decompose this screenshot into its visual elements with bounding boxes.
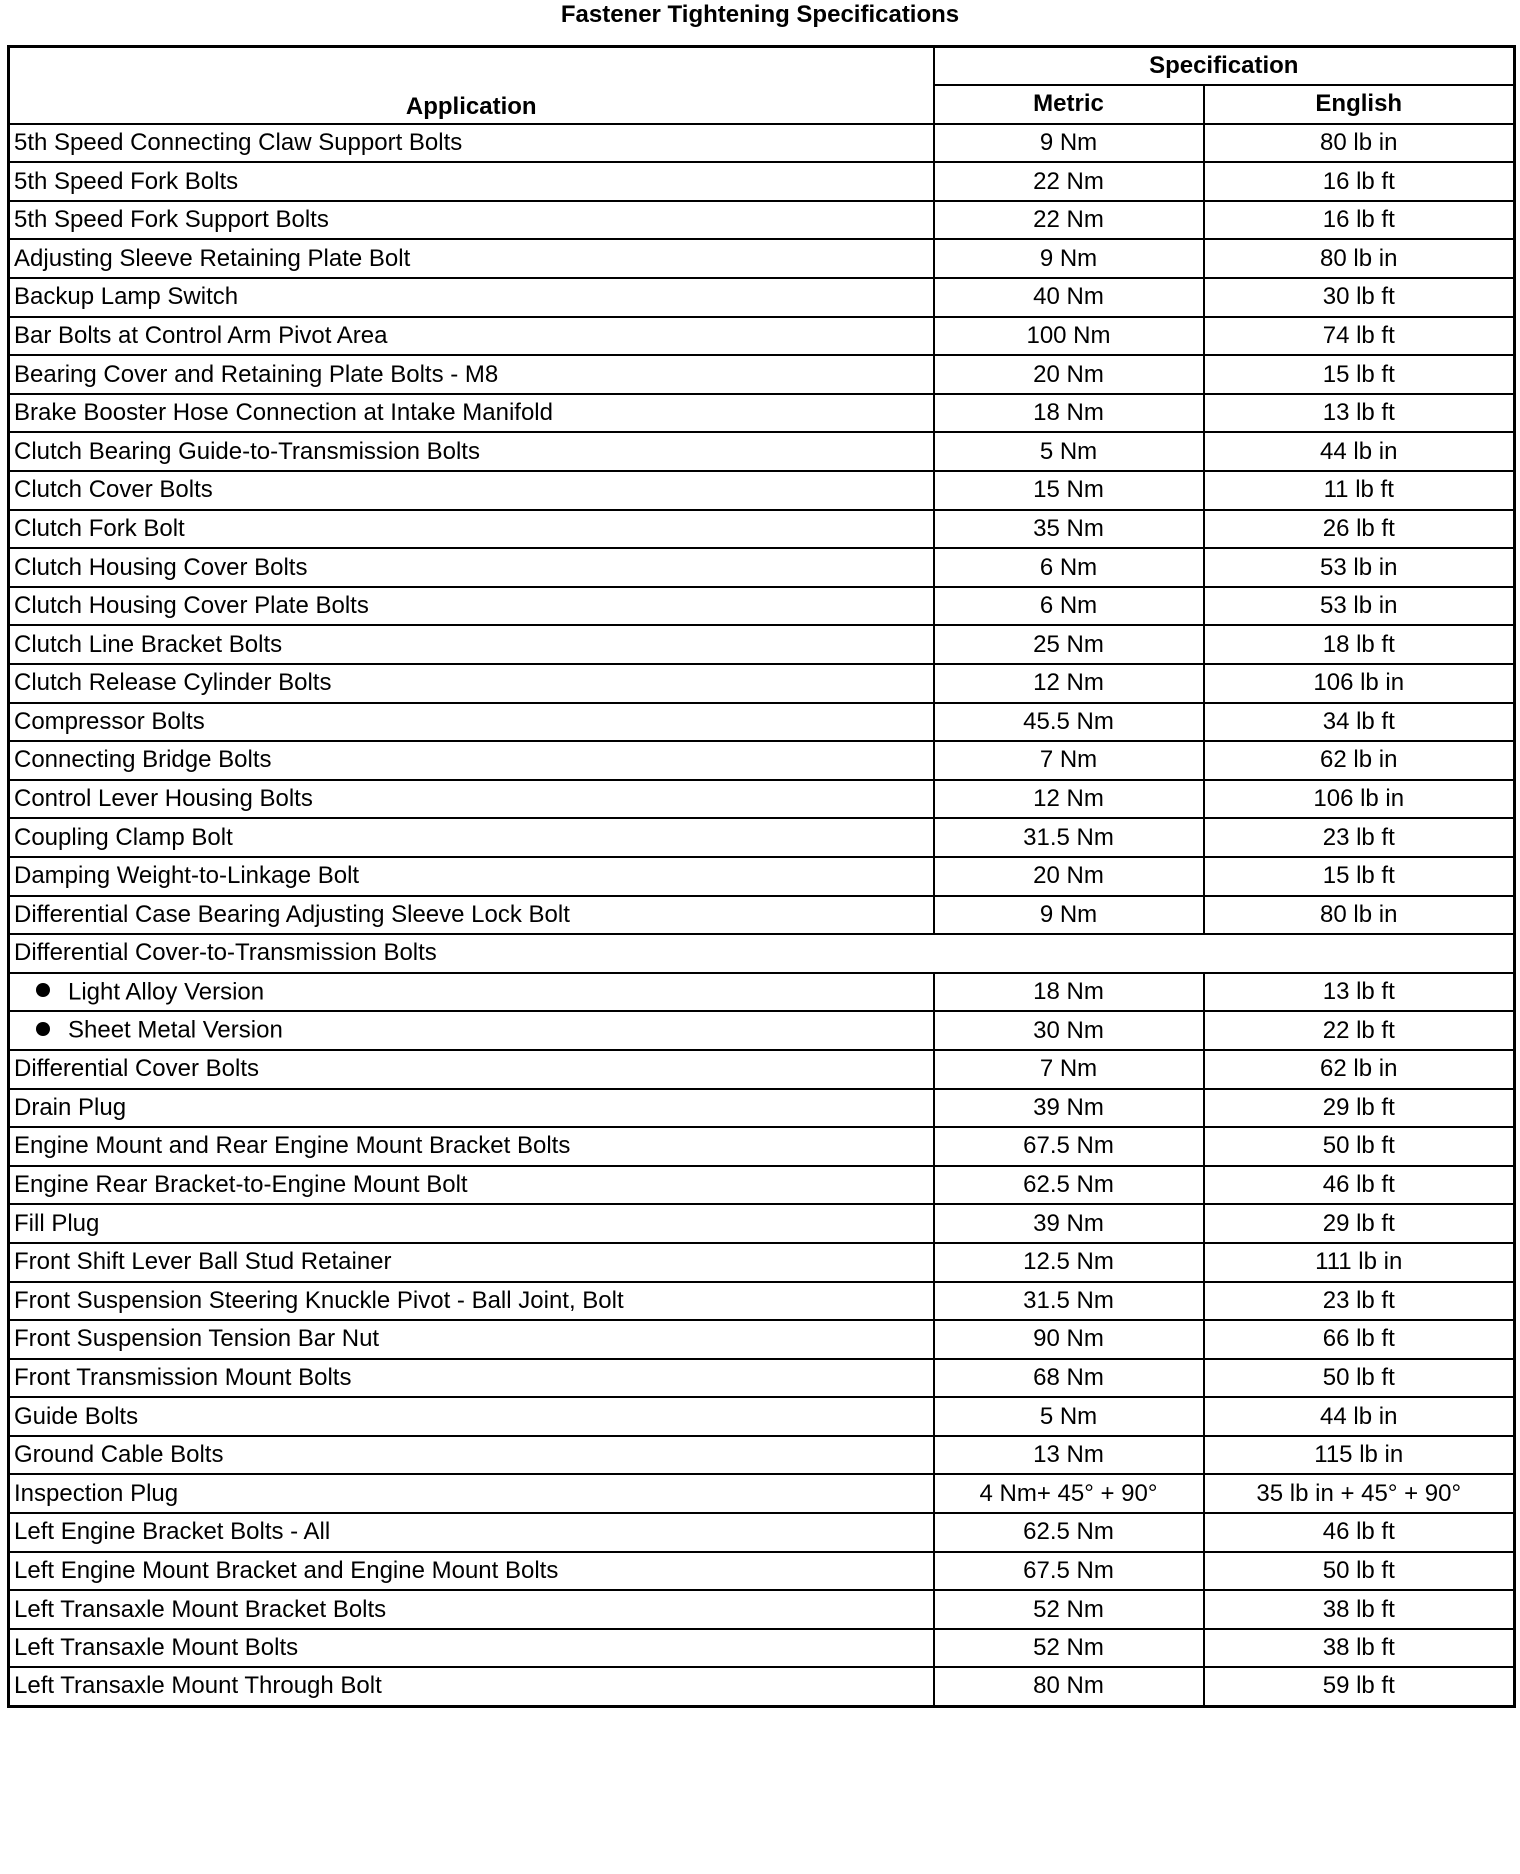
bullet-icon — [36, 1022, 50, 1036]
application-cell: Differential Cover Bolts — [9, 1050, 934, 1089]
table-row — [9, 1474, 1515, 1513]
application-cell: Drain Plug — [9, 1089, 934, 1128]
english-cell: 34 lb ft — [1204, 703, 1515, 742]
table-row — [9, 548, 1515, 587]
metric-cell: 15 Nm — [934, 471, 1204, 510]
english-cell: 26 lb ft — [1204, 510, 1515, 549]
metric-cell: 68 Nm — [934, 1359, 1204, 1398]
english-cell: 46 lb ft — [1204, 1513, 1515, 1552]
table-row — [9, 818, 1515, 857]
application-cell: Engine Mount and Rear Engine Mount Bracket Bolts — [9, 1127, 934, 1166]
english-cell: 16 lb ft — [1204, 162, 1515, 201]
application-cell: 5th Speed Fork Bolts — [9, 162, 934, 201]
application-cell: Engine Rear Bracket-to-Engine Mount Bolt — [9, 1166, 934, 1205]
application-label: Sheet Metal Version — [68, 1016, 283, 1044]
table-row — [9, 162, 1515, 201]
table-row — [9, 857, 1515, 896]
application-cell: Backup Lamp Switch — [9, 278, 934, 317]
application-cell: Compressor Bolts — [9, 703, 934, 742]
application-cell: Connecting Bridge Bolts — [9, 741, 934, 780]
english-cell: 18 lb ft — [1204, 625, 1515, 664]
english-cell: 50 lb ft — [1204, 1552, 1515, 1591]
english-cell: 50 lb ft — [1204, 1359, 1515, 1398]
metric-cell: 9 Nm — [934, 896, 1204, 935]
table-row — [9, 432, 1515, 471]
application-cell: Control Lever Housing Bolts — [9, 780, 934, 819]
english-cell: 38 lb ft — [1204, 1590, 1515, 1629]
table-row — [9, 1011, 1515, 1050]
metric-cell: 31.5 Nm — [934, 818, 1204, 857]
application-cell: 5th Speed Connecting Claw Support Bolts — [9, 124, 934, 163]
metric-cell: 4 Nm+ 45° + 90° — [934, 1474, 1204, 1513]
application-cell: Clutch Fork Bolt — [9, 510, 934, 549]
english-cell: 13 lb ft — [1204, 394, 1515, 433]
table-row — [9, 201, 1515, 240]
metric-cell: 39 Nm — [934, 1204, 1204, 1243]
english-cell: 16 lb ft — [1204, 201, 1515, 240]
metric-cell: 31.5 Nm — [934, 1282, 1204, 1321]
table-row — [9, 124, 1515, 163]
english-cell: 80 lb in — [1204, 124, 1515, 163]
table-row — [9, 1166, 1515, 1205]
application-cell — [9, 973, 934, 1012]
table-row — [9, 1282, 1515, 1321]
application-cell: Clutch Bearing Guide-to-Transmission Bolts — [9, 432, 934, 471]
table-row — [9, 896, 1515, 935]
metric-cell: 40 Nm — [934, 278, 1204, 317]
group-label: Differential Cover-to-Transmission Bolts — [9, 934, 1515, 973]
english-header: English — [1204, 85, 1515, 124]
application-cell: Front Suspension Tension Bar Nut — [9, 1320, 934, 1359]
application-cell: Front Transmission Mount Bolts — [9, 1359, 934, 1398]
metric-cell: 5 Nm — [934, 432, 1204, 471]
table-row — [9, 1204, 1515, 1243]
application-cell: Coupling Clamp Bolt — [9, 818, 934, 857]
english-cell: 30 lb ft — [1204, 278, 1515, 317]
metric-cell: 67.5 Nm — [934, 1127, 1204, 1166]
metric-cell: 80 Nm — [934, 1667, 1204, 1706]
english-cell: 80 lb in — [1204, 239, 1515, 278]
application-cell: Front Shift Lever Ball Stud Retainer — [9, 1243, 934, 1282]
english-cell: 111 lb in — [1204, 1243, 1515, 1282]
specification-header: Specification — [934, 47, 1515, 86]
metric-cell: 52 Nm — [934, 1629, 1204, 1668]
table-row — [9, 1552, 1515, 1591]
table-row — [9, 780, 1515, 819]
table-row — [9, 973, 1515, 1012]
application-cell: Left Transaxle Mount Through Bolt — [9, 1667, 934, 1706]
table-row — [9, 1320, 1515, 1359]
table-row — [9, 664, 1515, 703]
table-row — [9, 703, 1515, 742]
english-cell: 15 lb ft — [1204, 857, 1515, 896]
metric-cell: 7 Nm — [934, 1050, 1204, 1089]
metric-cell: 62.5 Nm — [934, 1166, 1204, 1205]
metric-cell: 100 Nm — [934, 317, 1204, 356]
table-row — [9, 1243, 1515, 1282]
metric-cell: 62.5 Nm — [934, 1513, 1204, 1552]
english-cell: 115 lb in — [1204, 1436, 1515, 1475]
metric-cell: 9 Nm — [934, 124, 1204, 163]
english-cell: 53 lb in — [1204, 548, 1515, 587]
table-row — [9, 1359, 1515, 1398]
application-cell: Front Suspension Steering Knuckle Pivot - Ball Joint, Bolt — [9, 1282, 934, 1321]
english-cell: 29 lb ft — [1204, 1204, 1515, 1243]
english-cell: 50 lb ft — [1204, 1127, 1515, 1166]
english-cell: 23 lb ft — [1204, 1282, 1515, 1321]
metric-cell: 5 Nm — [934, 1397, 1204, 1436]
english-cell: 46 lb ft — [1204, 1166, 1515, 1205]
english-cell: 80 lb in — [1204, 896, 1515, 935]
table-row — [9, 239, 1515, 278]
english-cell: 62 lb in — [1204, 1050, 1515, 1089]
english-cell: 22 lb ft — [1204, 1011, 1515, 1050]
application-cell: Clutch Release Cylinder Bolts — [9, 664, 934, 703]
table-body — [9, 124, 1515, 1706]
english-cell: 62 lb in — [1204, 741, 1515, 780]
application-cell: Clutch Housing Cover Plate Bolts — [9, 587, 934, 626]
application-cell: Fill Plug — [9, 1204, 934, 1243]
metric-cell: 90 Nm — [934, 1320, 1204, 1359]
metric-cell: 22 Nm — [934, 162, 1204, 201]
page-title: Fastener Tightening Specifications — [560, 1, 960, 28]
application-cell: Damping Weight-to-Linkage Bolt — [9, 857, 934, 896]
metric-cell: 18 Nm — [934, 394, 1204, 433]
application-cell: Brake Booster Hose Connection at Intake Manifold — [9, 394, 934, 433]
english-cell: 35 lb in + 45° + 90° — [1204, 1474, 1515, 1513]
application-cell: Differential Case Bearing Adjusting Sleeve Lock Bolt — [9, 896, 934, 935]
metric-cell: 52 Nm — [934, 1590, 1204, 1629]
english-cell: 53 lb in — [1204, 587, 1515, 626]
table-row — [9, 317, 1515, 356]
english-cell: 59 lb ft — [1204, 1667, 1515, 1706]
application-cell: Ground Cable Bolts — [9, 1436, 934, 1475]
application-header: Application — [9, 47, 934, 124]
metric-cell: 20 Nm — [934, 857, 1204, 896]
application-cell — [9, 1011, 934, 1050]
metric-cell: 12 Nm — [934, 780, 1204, 819]
metric-cell: 18 Nm — [934, 973, 1204, 1012]
application-cell: Left Transaxle Mount Bracket Bolts — [9, 1590, 934, 1629]
english-cell: 106 lb in — [1204, 664, 1515, 703]
table-row — [9, 1397, 1515, 1436]
table-row — [9, 1590, 1515, 1629]
english-cell: 15 lb ft — [1204, 355, 1515, 394]
metric-cell: 35 Nm — [934, 510, 1204, 549]
english-cell: 74 lb ft — [1204, 317, 1515, 356]
table-row — [9, 1436, 1515, 1475]
fastener-spec-table — [7, 45, 1516, 1708]
metric-cell: 67.5 Nm — [934, 1552, 1204, 1591]
application-cell: Bearing Cover and Retaining Plate Bolts - M8 — [9, 355, 934, 394]
metric-cell: 39 Nm — [934, 1089, 1204, 1128]
table-row — [9, 625, 1515, 664]
english-cell: 23 lb ft — [1204, 818, 1515, 857]
application-cell: Bar Bolts at Control Arm Pivot Area — [9, 317, 934, 356]
metric-cell: 45.5 Nm — [934, 703, 1204, 742]
table-row — [9, 1629, 1515, 1668]
table-row — [9, 934, 1515, 973]
metric-cell: 30 Nm — [934, 1011, 1204, 1050]
metric-cell: 9 Nm — [934, 239, 1204, 278]
metric-cell: 6 Nm — [934, 587, 1204, 626]
table-row — [9, 587, 1515, 626]
table-row — [9, 1667, 1515, 1706]
table-row — [9, 471, 1515, 510]
application-cell: Adjusting Sleeve Retaining Plate Bolt — [9, 239, 934, 278]
metric-cell: 7 Nm — [934, 741, 1204, 780]
table-row — [9, 1513, 1515, 1552]
metric-cell: 6 Nm — [934, 548, 1204, 587]
table-row — [9, 355, 1515, 394]
metric-cell: 13 Nm — [934, 1436, 1204, 1475]
application-cell: Clutch Line Bracket Bolts — [9, 625, 934, 664]
english-cell: 29 lb ft — [1204, 1089, 1515, 1128]
application-cell: 5th Speed Fork Support Bolts — [9, 201, 934, 240]
application-cell: Inspection Plug — [9, 1474, 934, 1513]
application-cell: Left Engine Mount Bracket and Engine Mount Bolts — [9, 1552, 934, 1591]
application-cell: Clutch Cover Bolts — [9, 471, 934, 510]
table-row — [9, 278, 1515, 317]
metric-cell: 25 Nm — [934, 625, 1204, 664]
table-row — [9, 510, 1515, 549]
english-cell: 66 lb ft — [1204, 1320, 1515, 1359]
english-cell: 44 lb in — [1204, 432, 1515, 471]
english-cell: 13 lb ft — [1204, 973, 1515, 1012]
metric-cell: 12 Nm — [934, 664, 1204, 703]
bullet-icon — [36, 983, 50, 997]
application-cell: Clutch Housing Cover Bolts — [9, 548, 934, 587]
application-cell: Left Engine Bracket Bolts - All — [9, 1513, 934, 1552]
english-cell: 44 lb in — [1204, 1397, 1515, 1436]
table-row — [9, 1050, 1515, 1089]
application-cell: Guide Bolts — [9, 1397, 934, 1436]
english-cell: 11 lb ft — [1204, 471, 1515, 510]
metric-cell: 12.5 Nm — [934, 1243, 1204, 1282]
metric-header: Metric — [934, 85, 1204, 124]
table-row — [9, 1089, 1515, 1128]
english-cell: 38 lb ft — [1204, 1629, 1515, 1668]
table-row — [9, 1127, 1515, 1166]
application-label: Light Alloy Version — [68, 978, 265, 1006]
english-cell: 106 lb in — [1204, 780, 1515, 819]
application-cell: Left Transaxle Mount Bolts — [9, 1629, 934, 1668]
table-row — [9, 394, 1515, 433]
metric-cell: 22 Nm — [934, 201, 1204, 240]
metric-cell: 20 Nm — [934, 355, 1204, 394]
table-row — [9, 741, 1515, 780]
